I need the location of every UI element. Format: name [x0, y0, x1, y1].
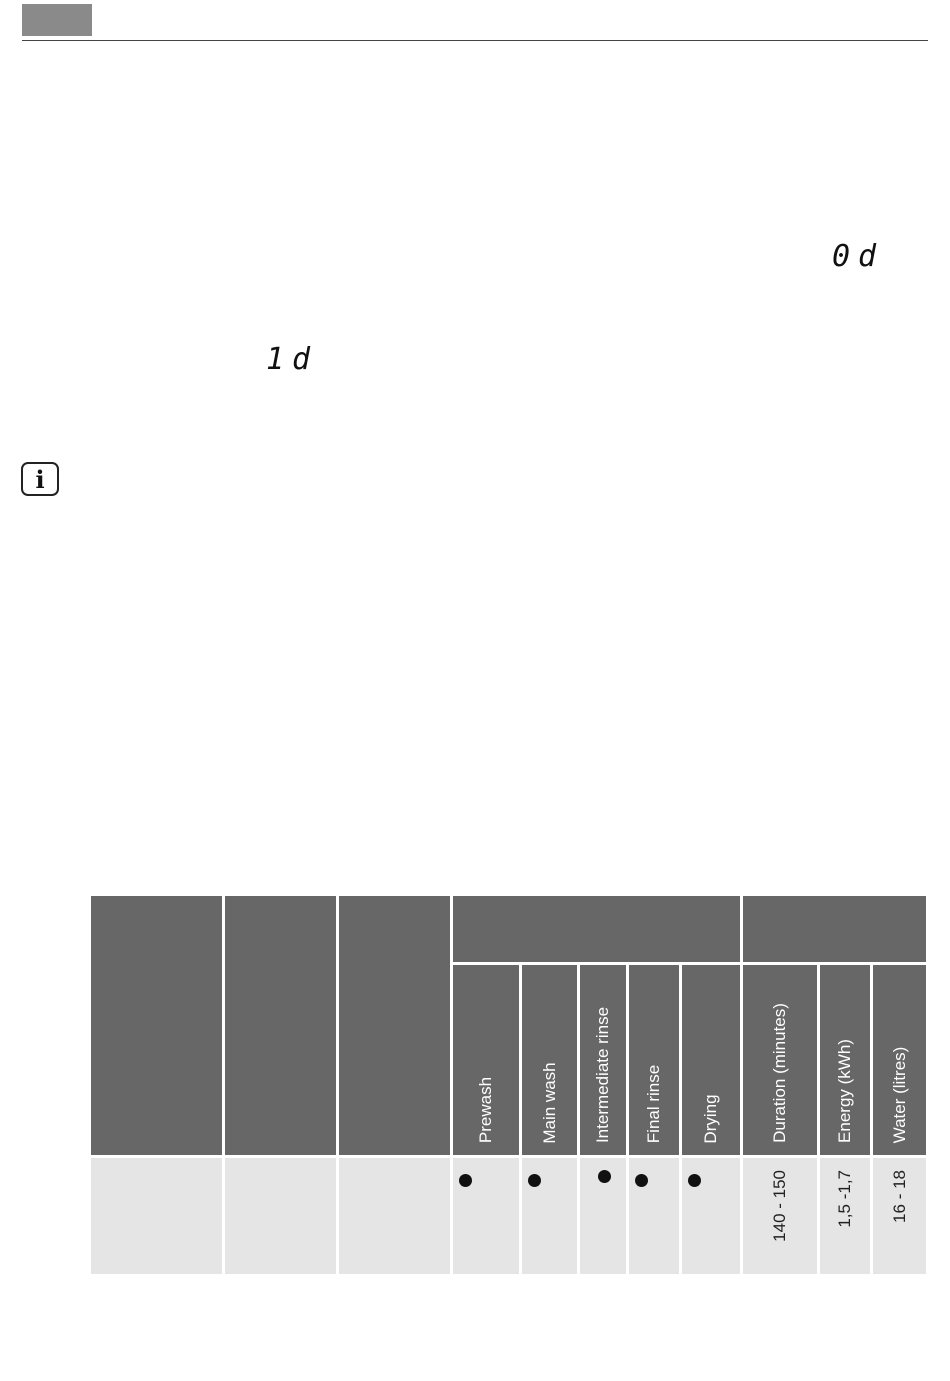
consumption-group-header: [743, 896, 926, 962]
row-energy: [820, 1158, 870, 1274]
header-tab: [22, 4, 92, 36]
header-intermediate-rinse-label: Intermediate rinse: [593, 1006, 612, 1144]
row-duration: [743, 1158, 817, 1274]
phase-dot-intermediate-rinse: [598, 1170, 611, 1183]
header-main-wash: [522, 965, 577, 1155]
header-main-wash-label: Main wash: [539, 1061, 559, 1144]
display-code-1d: 1d: [266, 342, 319, 377]
row-prewash: [453, 1158, 519, 1274]
header-col-2: [225, 896, 336, 1155]
header-duration-label: Duration (minutes): [770, 1003, 789, 1143]
header-energy-label: Energy (kWh): [835, 1039, 854, 1143]
header-drying-label: Drying: [701, 1093, 720, 1144]
water-value: 16 - 18: [889, 1170, 909, 1223]
phase-dot-main-wash: [528, 1174, 541, 1187]
header-final-rinse-label: Final rinse: [644, 1064, 663, 1144]
header-duration: [743, 965, 817, 1155]
header-water: [873, 965, 926, 1155]
duration-value: 140 - 150: [770, 1170, 789, 1242]
phases-group-header: [453, 896, 740, 962]
header-drying: [682, 965, 740, 1155]
header-col-1: [91, 896, 222, 1155]
phase-dot-final-rinse: [635, 1174, 648, 1187]
row-final-rinse: [629, 1158, 679, 1274]
row-col-1: [91, 1158, 222, 1274]
phase-dot-drying: [688, 1174, 701, 1187]
row-col-2: [225, 1158, 336, 1274]
row-drying: [682, 1158, 740, 1274]
info-icon: i: [21, 462, 59, 496]
header-final-rinse: [629, 965, 679, 1155]
row-intermediate-rinse: [580, 1158, 626, 1274]
display-code-0d: 0d: [832, 239, 885, 274]
energy-value: 1,5 -1,7: [835, 1170, 854, 1228]
header-rule: [22, 40, 928, 41]
header-energy: [820, 965, 870, 1155]
row-water: [873, 1158, 926, 1274]
row-main-wash: [522, 1158, 577, 1274]
header-col-3: [339, 896, 450, 1155]
header-water-label: Water (litres): [889, 1046, 909, 1143]
row-col-3: [339, 1158, 450, 1274]
header-prewash-label: Prewash: [476, 1076, 495, 1144]
phase-dot-prewash: [459, 1174, 472, 1187]
header-prewash: [453, 965, 519, 1155]
header-intermediate-rinse: [580, 965, 626, 1155]
